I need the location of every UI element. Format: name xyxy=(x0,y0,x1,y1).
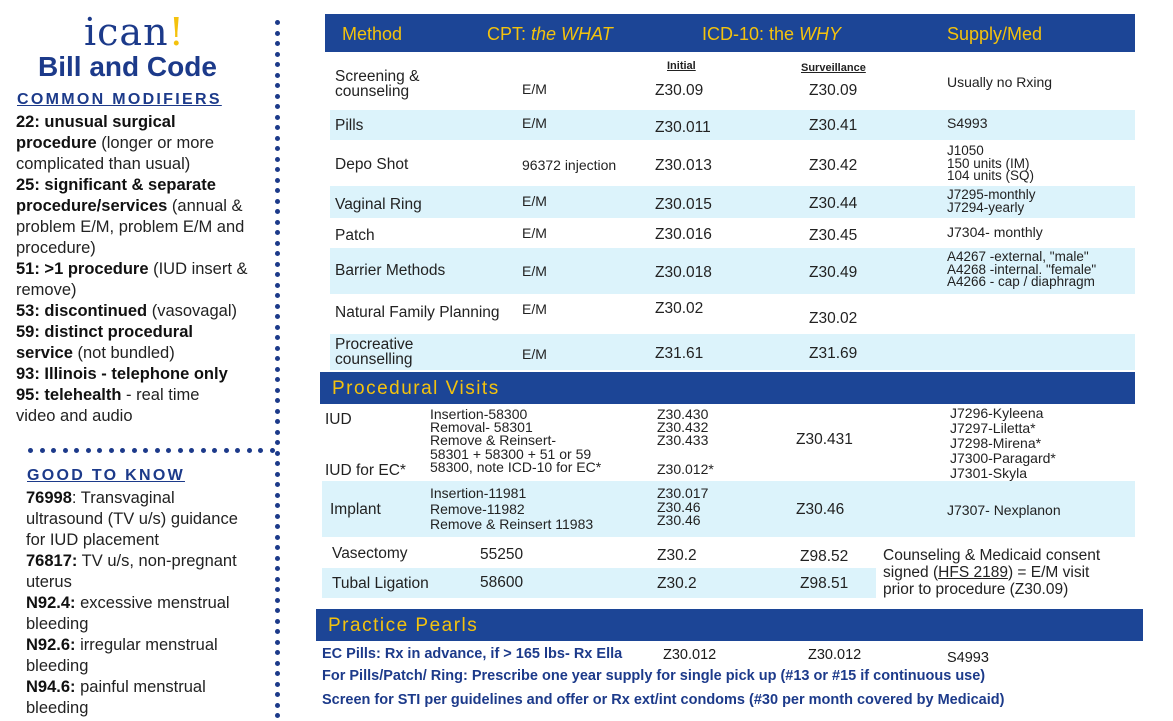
implant-supply: J7307- Nexplanon xyxy=(947,502,1061,518)
dot xyxy=(40,448,45,453)
method-name: Pills xyxy=(335,117,364,134)
procedural-visits-title: Procedural Visits xyxy=(332,378,500,399)
modifier-line: video and audio xyxy=(16,407,133,425)
dot xyxy=(275,52,280,57)
method-name: Procreative counselling xyxy=(335,336,414,368)
method-cpt: E/M xyxy=(522,193,547,209)
dot xyxy=(275,251,280,256)
modifier-line: 95: telehealth - real time xyxy=(16,386,200,404)
dot xyxy=(275,115,280,120)
method-cpt: E/M xyxy=(522,115,547,131)
dot xyxy=(275,566,280,571)
dot xyxy=(275,650,280,655)
table-header xyxy=(325,14,1135,52)
dot xyxy=(275,125,280,130)
method-icd-initial: Z30.011 xyxy=(655,119,711,136)
logo-subtitle: Bill and Code xyxy=(38,51,217,82)
dot xyxy=(275,503,280,508)
method-cpt: E/M xyxy=(522,225,547,241)
method-supply: J7295-monthly J7294-yearly xyxy=(947,187,1036,215)
dot xyxy=(275,146,280,151)
dot xyxy=(275,535,280,540)
good-to-know-line: bleeding xyxy=(26,699,89,717)
dot xyxy=(275,62,280,67)
dot xyxy=(275,545,280,550)
dot xyxy=(275,640,280,645)
method-cpt: E/M xyxy=(522,301,547,317)
dot xyxy=(275,73,280,78)
header-icd: ICD-10: the WHY xyxy=(702,24,842,44)
logo-ican: ican! xyxy=(84,10,185,54)
modifier-line: procedure) xyxy=(16,239,96,257)
good-to-know-line: uterus xyxy=(26,573,72,591)
dot xyxy=(275,241,280,246)
modifier-line: procedure (longer or more xyxy=(16,134,215,152)
dot xyxy=(275,409,280,414)
method-icd-surveillance: Z30.41 xyxy=(809,117,858,134)
method-icd-initial: Z30.018 xyxy=(655,264,712,281)
dot xyxy=(275,199,280,204)
method-supply: J1050 150 units (IM) 104 units (SQ) xyxy=(947,143,1035,183)
modifier-line: 51: >1 procedure (IUD insert & xyxy=(16,260,248,278)
method-supply: Usually no Rxing xyxy=(947,74,1053,90)
tubal-initial: Z30.2 xyxy=(657,575,697,592)
dot xyxy=(275,31,280,36)
method-name: Depo Shot xyxy=(335,156,409,173)
dot xyxy=(275,104,280,109)
pearl-sti: Screen for STI per guidelines and offer or Rx ext/int condoms (#30 per month covered by Medicaid) xyxy=(322,692,1005,708)
dot xyxy=(74,448,79,453)
dot xyxy=(275,661,280,666)
vasectomy-label: Vasectomy xyxy=(332,545,408,562)
common-modifiers-heading: COMMON MODIFIERS xyxy=(17,91,222,108)
iud-cpt: Insertion-58300 Removal- 58301 Remove & Reinsert- 58301 + 58300 + 51 or 59 58300, note ICD-10 for EC* xyxy=(430,406,602,475)
method-icd-surveillance: Z30.42 xyxy=(809,157,858,174)
dot xyxy=(275,157,280,162)
dotted-divider xyxy=(28,448,280,454)
modifier-line: 25: significant & separate xyxy=(16,176,216,194)
vasectomy-initial: Z30.2 xyxy=(657,547,697,564)
method-icd-initial: Z30.015 xyxy=(655,196,712,213)
iud-ec-label: IUD for EC* xyxy=(325,462,406,479)
method-icd-surveillance: Z30.44 xyxy=(809,195,858,212)
dot xyxy=(275,587,280,592)
good-to-know-line: N94.6: painful menstrual xyxy=(26,678,206,696)
dot xyxy=(275,41,280,46)
modifier-line: problem E/M, problem E/M and xyxy=(16,218,245,236)
method-cpt: 96372 injection xyxy=(522,157,617,173)
dot xyxy=(275,482,280,487)
dot xyxy=(275,629,280,634)
good-to-know-line: N92.4: excessive menstrual xyxy=(26,594,230,612)
hfs-2189-link[interactable]: HFS 2189 xyxy=(938,564,1008,581)
procedural-visits-bar xyxy=(320,372,1135,404)
dot xyxy=(275,230,280,235)
dot xyxy=(275,524,280,529)
dot xyxy=(275,388,280,393)
dot xyxy=(275,598,280,603)
dot xyxy=(275,419,280,424)
dot xyxy=(275,356,280,361)
method-row-bg xyxy=(330,110,1135,140)
dot xyxy=(166,448,171,453)
method-name: Vaginal Ring xyxy=(335,196,422,213)
dot xyxy=(275,377,280,382)
dot xyxy=(86,448,91,453)
vasectomy-surveillance: Z98.52 xyxy=(800,548,849,565)
method-icd-surveillance: Z30.45 xyxy=(809,227,858,244)
dot xyxy=(275,713,280,718)
method-icd-initial: Z30.02 xyxy=(655,300,704,317)
iud-ec-initial: Z30.012* xyxy=(657,461,714,477)
dot xyxy=(275,461,280,466)
iud-label: IUD xyxy=(325,411,352,428)
dot xyxy=(275,619,280,624)
dot xyxy=(275,692,280,697)
method-icd-surveillance: Z30.02 xyxy=(809,310,858,327)
dot xyxy=(275,188,280,193)
method-row-bg xyxy=(330,334,1135,370)
dot xyxy=(235,448,240,453)
subhead-initial: Initial xyxy=(667,60,696,72)
method-icd-initial: Z31.61 xyxy=(655,345,704,362)
pearl-ec-initial: Z30.012 xyxy=(663,647,717,663)
dot xyxy=(28,448,33,453)
dot xyxy=(275,367,280,372)
dot xyxy=(275,272,280,277)
method-cpt: E/M xyxy=(522,81,547,97)
pearl-ec-surveillance: Z30.012 xyxy=(808,647,862,663)
dot xyxy=(275,178,280,183)
dot xyxy=(275,283,280,288)
dot xyxy=(258,448,263,453)
method-supply: S4993 xyxy=(947,115,988,131)
good-to-know-line: 76998: Transvaginal xyxy=(26,489,175,507)
modifier-line: 53: discontinued (vasovagal) xyxy=(16,302,237,320)
method-name: Barrier Methods xyxy=(335,262,446,279)
iud-surveillance: Z30.431 xyxy=(796,431,853,448)
dot xyxy=(275,440,280,445)
vasectomy-cpt: 55250 xyxy=(480,546,524,563)
dot xyxy=(275,335,280,340)
dot xyxy=(275,20,280,25)
method-cpt: E/M xyxy=(522,263,547,279)
tubal-label: Tubal Ligation xyxy=(332,575,429,592)
dot xyxy=(275,325,280,330)
modifier-line: complicated than usual) xyxy=(16,155,191,173)
dot xyxy=(270,448,275,453)
method-name: Natural Family Planning xyxy=(335,304,500,321)
implant-surveillance: Z30.46 xyxy=(796,501,845,518)
dot xyxy=(143,448,148,453)
dot xyxy=(224,448,229,453)
dot xyxy=(109,448,114,453)
modifier-line: 93: Illinois - telephone only xyxy=(16,365,228,383)
dot xyxy=(51,448,56,453)
dot xyxy=(275,451,280,456)
good-to-know-line: N92.6: irregular menstrual xyxy=(26,636,218,654)
dot xyxy=(212,448,217,453)
dot xyxy=(97,448,102,453)
good-to-know-line: bleeding xyxy=(26,615,89,633)
iud-initial: Z30.430 Z30.432 Z30.433 xyxy=(657,406,709,449)
method-icd-initial: Z30.013 xyxy=(655,157,712,174)
header-supply: Supply/Med xyxy=(947,24,1043,44)
modifier-line: procedure/services (annual & xyxy=(16,197,243,215)
method-cpt: E/M xyxy=(522,346,547,362)
method-icd-initial: Z30.016 xyxy=(655,226,712,243)
dot xyxy=(275,314,280,319)
dot xyxy=(275,83,280,88)
dot xyxy=(275,293,280,298)
method-icd-surveillance: Z30.49 xyxy=(809,264,858,281)
dot xyxy=(275,577,280,582)
dot xyxy=(275,167,280,172)
dotted-column-divider xyxy=(275,20,283,720)
implant-label: Implant xyxy=(330,501,381,518)
dot xyxy=(275,209,280,214)
dot xyxy=(275,262,280,267)
good-to-know-line: 76817: TV u/s, non-pregnant xyxy=(26,552,237,570)
modifier-line: 22: unusual surgical xyxy=(16,113,176,131)
method-icd-surveillance: Z31.69 xyxy=(809,345,858,362)
dot xyxy=(275,398,280,403)
header-method: Method xyxy=(342,24,403,44)
modifier-line: remove) xyxy=(16,281,77,299)
practice-pearls-title: Practice Pearls xyxy=(328,615,479,636)
modifier-line: 59: distinct procedural xyxy=(16,323,193,341)
dot xyxy=(275,220,280,225)
dot xyxy=(201,448,206,453)
dot xyxy=(275,608,280,613)
good-to-know-list xyxy=(26,488,238,719)
implant-cpt: Insertion-11981 Remove-11982 Remove & Reinsert 11983 xyxy=(430,485,594,532)
dot xyxy=(275,304,280,309)
dot xyxy=(63,448,68,453)
dot xyxy=(275,430,280,435)
pearl-ec-supply: S4993 xyxy=(947,650,989,666)
good-to-know-line: ultrasound (TV u/s) guidance xyxy=(26,510,238,528)
pearl-supply: For Pills/Patch/ Ring: Prescribe one year supply for single pick up (#13 or #15 if continuous use) xyxy=(322,668,986,684)
dot xyxy=(275,514,280,519)
iud-supply: J7296-Kyleena J7297-Liletta* J7298-Mirena* J7300-Paragard* J7301-Skyla xyxy=(950,405,1056,481)
method-icd-initial: Z30.09 xyxy=(655,82,704,99)
dot xyxy=(132,448,137,453)
dot xyxy=(275,556,280,561)
method-name: Patch xyxy=(335,227,375,244)
method-name: Screening & counseling xyxy=(335,68,420,100)
dot xyxy=(178,448,183,453)
modifier-line: service (not bundled) xyxy=(16,344,175,362)
method-supply: A4267 -external, "male" A4268 -internal. "female" A4266 - cap / diaphragm xyxy=(947,249,1097,289)
subhead-surveillance: Surveillance xyxy=(801,62,866,74)
good-to-know-heading: GOOD TO KNOW xyxy=(27,467,185,484)
good-to-know-line: for IUD placement xyxy=(26,531,159,549)
dot xyxy=(275,703,280,708)
practice-pearls-bar xyxy=(316,609,1143,641)
good-to-know-line: bleeding xyxy=(26,657,89,675)
implant-initial: Z30.017 Z30.46 Z30.46 xyxy=(657,485,709,528)
dot xyxy=(275,136,280,141)
tubal-surveillance: Z98.51 xyxy=(800,575,849,592)
dot xyxy=(275,472,280,477)
dot xyxy=(275,346,280,351)
dot xyxy=(155,448,160,453)
dot xyxy=(247,448,252,453)
header-cpt: CPT: the WHAT xyxy=(487,24,613,44)
method-icd-surveillance: Z30.09 xyxy=(809,82,858,99)
modifiers-list xyxy=(16,112,248,427)
pearl-ec: EC Pills: Rx in advance, if > 165 lbs- Rx Ella xyxy=(322,646,623,662)
dot xyxy=(275,682,280,687)
dot xyxy=(189,448,194,453)
tubal-cpt: 58600 xyxy=(480,574,524,591)
method-supply: J7304- monthly xyxy=(947,224,1043,240)
consent-note: Counseling & Medicaid consent signed (HFS 2189) = E/M visit prior to procedure (Z30.09) xyxy=(883,547,1101,598)
dot xyxy=(120,448,125,453)
dot xyxy=(275,94,280,99)
dot xyxy=(275,671,280,676)
dot xyxy=(275,493,280,498)
